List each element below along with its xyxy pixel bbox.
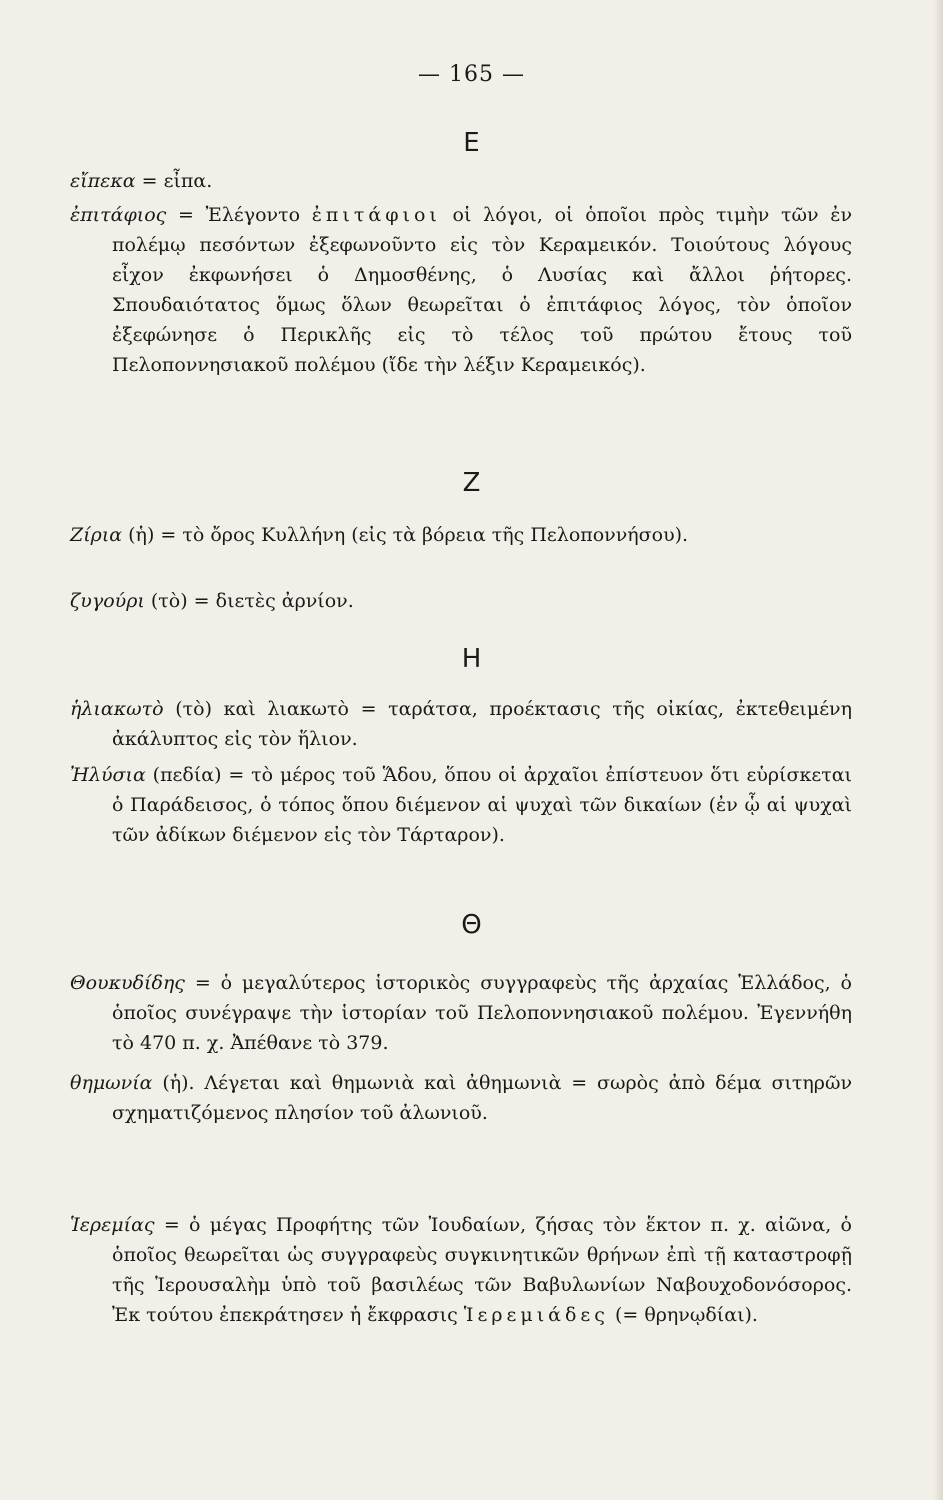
entry-definition: = ὁ μεγαλύτερος ἱστορικὸς συγγραφεὺς τῆς ἀρχαίας Ἑλλάδος, ὁ ὁποῖος συνέγραψε τὴν ἱστορίαν τοῦ Πελοποννησιακοῦ πολέμου. Ἐγεννήθη τὸ 470 π. χ. Ἀπέθανε τὸ 379. — [112, 972, 852, 1054]
entry-term: ζυγούρι — [70, 590, 145, 612]
page-number: — 165 — — [418, 62, 525, 87]
entry-definition: (τὸ) καὶ λιακωτὸ = ταράτσα, προέκτασις τῆς οἰκίας, ἐκτεθειμένη ἀκάλυπτος εἰς τὸν ἥλιον. — [112, 698, 852, 750]
section-heading-zeta: Ζ — [462, 468, 481, 498]
entry-term: Ἠλύσια — [70, 764, 146, 786]
entry-definition: (ἡ) = τὸ ὄρος Κυλλήνη (εἰς τὰ βόρεια τῆς Πελοποννήσου). — [122, 524, 689, 546]
entry-definition-lead: = ὁ μέγας Προφήτης τῶν Ἰουδαίων, ζήσας τὸν ἕκτον π. χ. αἰῶνα, ὁ ὁποῖος θεωρεῖται ὡς συγγραφεὺς συγκινητικῶν θρήνων ἐπὶ τῇ καταστροφῇ τῆς Ἱερουσαλὴμ ὑπὸ τοῦ βασιλέως τῶν Βαβυλωνίων Ναβουχοδονόσορος. Ἐκ τούτου ἐπεκράτησεν ἡ ἔκφρασις — [112, 1214, 852, 1326]
entry-term: Ζίρια — [70, 524, 123, 546]
entry-definition: (πεδία) = τὸ μέρος τοῦ Ἅδου, ὅπου οἱ ἀρχαῖοι ἐπίστευον ὅτι εὑρίσκεται ὁ Παράδεισος, ὁ τόπος ὅπου διέμενον αἱ ψυχαὶ τῶν δικαίων (ἐν ᾧ αἱ ψυχαὶ τῶν ἀδίκων διέμενον εἰς τὸν Τάρταρον). — [112, 764, 852, 846]
section-heading-epsilon: Ε — [463, 128, 480, 158]
entry-eipeka — [70, 166, 852, 196]
entry-definition: (ἡ). Λέγεται καὶ θημωνιὰ καὶ ἀθημωνιὰ = σωρὸς ἀπὸ δέμα σιτηρῶν σχηματιζόμενος πλησίον τοῦ ἀλωνιοῦ. — [112, 1072, 852, 1124]
entry-term: Ἱερεμίας — [70, 1214, 155, 1236]
entry-ilysia — [70, 760, 852, 850]
entry-ziria — [70, 520, 852, 550]
section-heading-theta: Θ — [461, 910, 482, 940]
entry-definition: (τὸ) = διετὲς ἀρνίον. — [144, 590, 354, 612]
entry-spaced-word: Ἱερεμιάδες — [463, 1304, 609, 1326]
page-edge-shadow — [933, 0, 943, 1500]
entry-definition-lead: = Ἐλέγοντο — [166, 204, 312, 226]
entry-definition: = εἶπα. — [135, 170, 213, 192]
entry-spaced-word: ἐπιτάφιοι — [311, 204, 441, 226]
entry-thoukydidis — [70, 968, 852, 1058]
entry-definition: (= θρηνῳδίαι). — [608, 1304, 758, 1326]
entry-term: εἴπεκα — [70, 170, 136, 192]
entry-definition: οἱ λόγοι, οἱ ὁποῖοι πρὸς τιμὴν τῶν ἐν πολέμῳ πεσόντων ἐξεφωνοῦντο εἰς τὸν Κεραμεικόν. Τοιούτους λόγους εἶχον ἐκφωνήσει ὁ Δημοσθένης, ὁ Λυσίας καὶ ἄλλοι ῥήτορες. Σπουδαιότατος ὅμως ὅλων θεωρεῖται ὁ ἐπιτάφιος λόγος, τὸν ὁποῖον ἐξεφώνησε ὁ Περικλῆς εἰς τὸ τέλος τοῦ πρώτου ἔτους τοῦ Πελοποννησιακοῦ πολέμου (ἴδε τὴν λέξιν Κεραμεικός). — [112, 204, 852, 376]
entry-zygouri — [70, 586, 852, 616]
entry-term: ἐπιτάφιος — [70, 204, 167, 226]
entry-term: ἡλιακωτὸ — [70, 698, 164, 720]
section-heading-eta: Η — [461, 644, 482, 674]
entry-thimonia — [70, 1068, 852, 1128]
entry-term: θημωνία — [70, 1072, 153, 1094]
entry-term: Θουκυδίδης — [70, 972, 185, 994]
entry-epitafios — [70, 200, 852, 380]
entry-ieremias — [70, 1210, 852, 1330]
entry-iliakoto — [70, 694, 852, 754]
